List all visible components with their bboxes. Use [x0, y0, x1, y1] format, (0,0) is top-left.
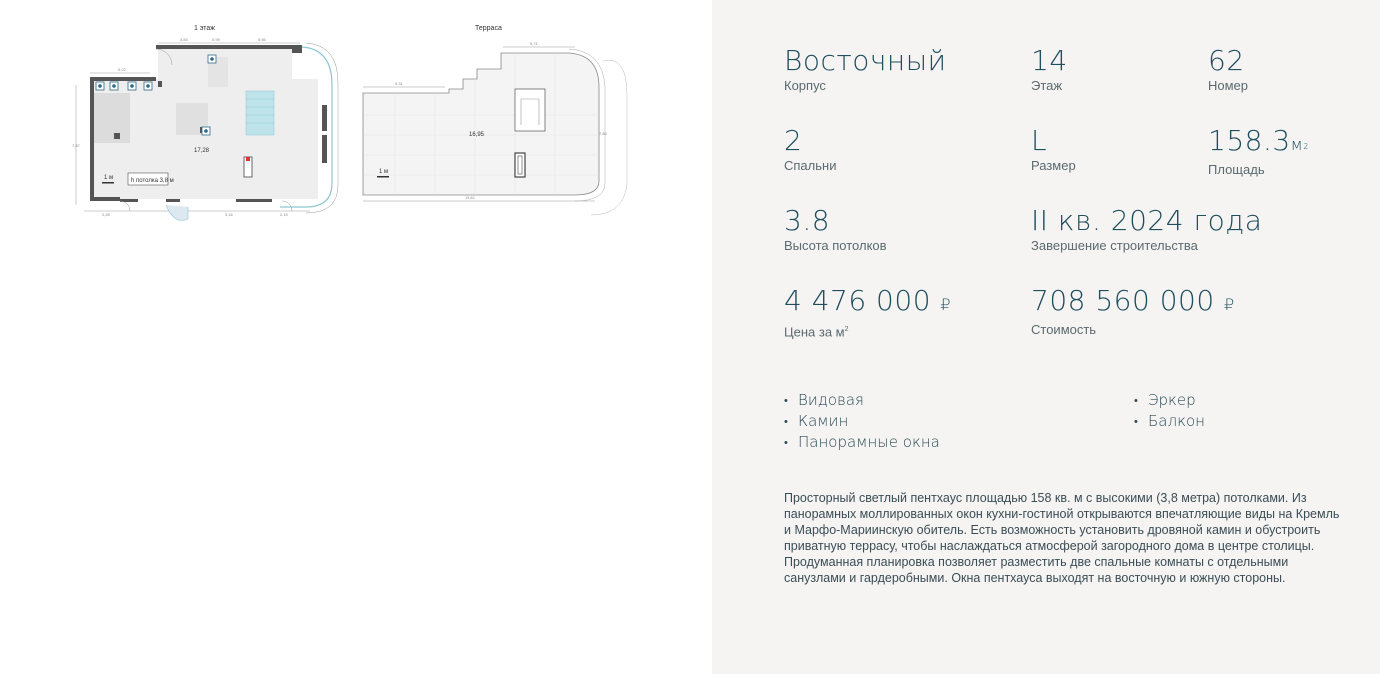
completion-value: II кв. 2024 года — [1031, 204, 1263, 237]
ruble-icon: ₽ — [1224, 295, 1235, 314]
area-value: 158.3 — [1208, 124, 1291, 157]
feature-item: • Балкон — [1134, 411, 1205, 432]
number-value: 62 — [1208, 44, 1245, 77]
svg-text:2,28: 2,28 — [102, 212, 110, 217]
stat-area — [1208, 125, 1309, 178]
feature-item: • Эркер — [1134, 390, 1205, 411]
svg-text:7,87: 7,87 — [72, 143, 80, 148]
price-per-m-label: Цена за м — [784, 324, 845, 340]
total-price-line — [1031, 285, 1235, 321]
bedrooms-label: Спальни — [784, 158, 837, 173]
terrace-plan-title: Терраса — [475, 25, 502, 32]
stat-completion — [1031, 205, 1262, 254]
area-value-line — [1208, 125, 1309, 161]
features-list-right — [1134, 390, 1205, 432]
stat-size — [1031, 125, 1076, 174]
svg-text:2,15: 2,15 — [280, 212, 288, 217]
price-per-m-value: 4 476 000 — [784, 284, 932, 317]
svg-text:5,71: 5,71 — [530, 41, 538, 46]
bedrooms-value: 2 — [784, 124, 803, 157]
area-unit: м — [1290, 135, 1304, 154]
floor-area-label: 17,28 — [194, 148, 210, 154]
svg-text:3,84: 3,84 — [180, 37, 188, 42]
apartment-info-panel — [712, 0, 1380, 674]
svg-text:3,16: 3,16 — [225, 212, 233, 217]
svg-text:0,99: 0,99 — [212, 37, 220, 42]
apartment-description: Просторный светлый пентхаус площадью 158 кв. м с высокими (3,8 метра) потолками. Из панорамных моллированных окон кухни-гостиной открываются впечатляющие виды на Кремль и Марфо-Мариинскую обитель. Есть возможность установить дровяной камин и обустроить приватную террасу, чтобы наслаждаться атмосферой загородного дома в центре столицы. Продуманная планировка позволяет разместить две спальные комнаты с отдельными санузлами и гардеробными. Окна пентхауса выходят на восточную и южную стороны. — [784, 491, 1340, 585]
terrace-area-label: 16,95 — [469, 132, 485, 138]
svg-text:5,22: 5,22 — [118, 67, 126, 72]
stat-floor — [1031, 45, 1068, 94]
price-per-m-label-sup: 2 — [844, 326, 849, 333]
ceiling-value: 3.8 — [784, 204, 831, 237]
size-label: Размер — [1031, 158, 1076, 173]
total-price-label: Стоимость — [1031, 322, 1097, 337]
feature-item: • Панорамные окна — [784, 432, 940, 453]
area-label: Площадь — [1208, 162, 1265, 177]
area-unit-sup: 2 — [1303, 142, 1309, 151]
feature-item: • Камин — [784, 411, 940, 432]
price-per-m-line — [784, 285, 951, 321]
total-price-value: 708 560 000 — [1031, 284, 1215, 317]
svg-text:9,31: 9,31 — [395, 81, 403, 86]
stat-bedrooms — [784, 125, 836, 174]
svg-text:5,56: 5,56 — [258, 37, 266, 42]
floor-scale-label: 1 м — [104, 175, 114, 181]
completion-label: Завершение строительства — [1031, 238, 1198, 253]
terrace-plan[interactable] — [355, 35, 635, 225]
building-label: Корпус — [784, 78, 826, 93]
number-label: Номер — [1208, 78, 1249, 93]
floor-value: 14 — [1031, 44, 1068, 77]
stat-building — [784, 45, 947, 94]
stat-price-per-m — [784, 285, 951, 340]
size-value: L — [1031, 124, 1048, 157]
svg-text:7,86: 7,86 — [599, 131, 607, 136]
feature-item: • Видовая — [784, 390, 940, 411]
floor-label: Этаж — [1031, 78, 1063, 93]
ceiling-label: Высота потолков — [784, 238, 887, 253]
features-list-left — [784, 390, 940, 453]
price-per-m-label-line — [784, 322, 951, 340]
svg-text:15,61: 15,61 — [465, 195, 476, 200]
ceiling-height-label: h потолка 3,8 м — [131, 178, 174, 184]
floor-plan-title: 1 этаж — [194, 25, 215, 32]
floor-1-plan[interactable] — [70, 35, 360, 225]
stat-total-price — [1031, 285, 1235, 338]
stat-number — [1208, 45, 1248, 94]
ruble-icon: ₽ — [940, 295, 952, 314]
building-value: Восточный — [784, 44, 947, 77]
stat-ceiling — [784, 205, 887, 254]
terrace-scale-label: 1 м — [379, 169, 389, 175]
